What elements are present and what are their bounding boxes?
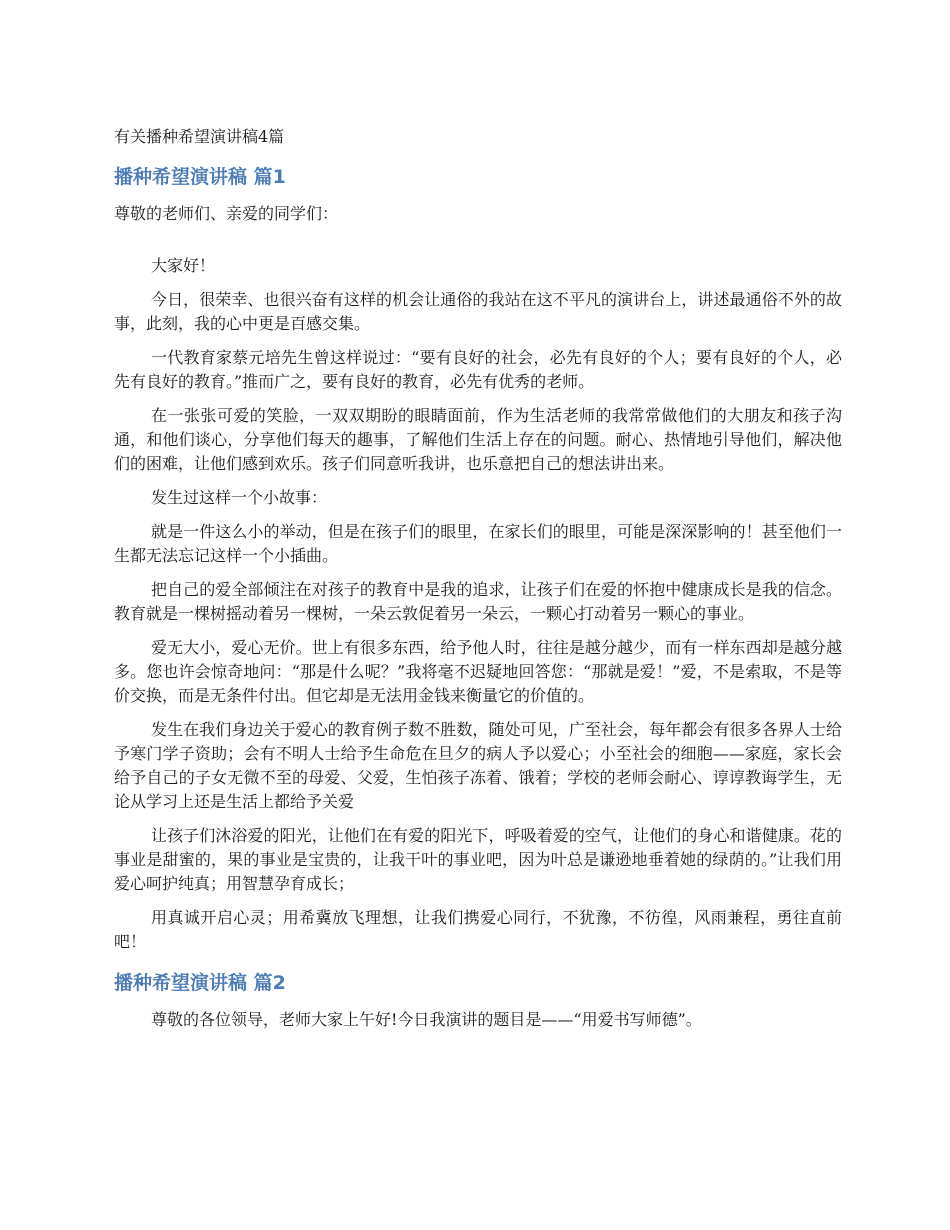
paragraph: 让孩子们沐浴爱的阳光，让他们在有爱的阳光下，呼吸着爱的空气，让他们的身心和谐健康。花的事业是甜蜜的，果的事业是宝贵的，让我干叶的事业吧，因为叶总是谦逊地垂着她的绿荫的。”让我们用爱心呵护纯真；用智慧孕育成长； [114,826,842,893]
paragraph: 就是一件这么小的举动，但是在孩子们的眼里，在家长们的眼里，可能是深深影响的！甚至他们一生都无法忘记这样一个小插曲。 [114,522,842,565]
paragraph: 把自己的爱全部倾注在对孩子的教育中是我的追求，让孩子们在爱的怀抱中健康成长是我的信念。教育就是一棵树摇动着另一棵树，一朵云敦促着另一朵云，一颗心打动着另一颗心的事业。 [114,580,842,623]
section-heading-1: 播种希望演讲稿 篇1 [114,166,286,188]
paragraph: 尊敬的各位领导，老师大家上午好!今日我演讲的题目是——“用爱书写师德”。 [151,1010,702,1029]
paragraph: 用真诚开启心灵；用希冀放飞理想，让我们携爱心同行，不犹豫，不彷徨，风雨兼程，勇往直前吧！ [114,908,842,951]
paragraph: 发生过这样一个小故事： [151,488,328,507]
paragraph: 爱无大小，爱心无价。世上有很多东西，给予他人时，往往是越分越少，而有一样东西却是越分越多。您也许会惊奇地问：“那是什么呢？”我将毫不迟疑地回答您：“那就是爱！”爱，不是索取，不是等价交换，而是无条件付出。但它却是无法用金钱来衡量它的价值的。 [114,638,842,705]
salutation: 尊敬的老师们、亲爱的同学们： [114,204,339,223]
paragraph: 今日，很荣幸、也很兴奋有这样的机会让通俗的我站在这不平凡的演讲台上，讲述最通俗不外的故事，此刻，我的心中更是百感交集。 [114,290,842,333]
paragraph: 一代教育家蔡元培先生曾这样说过：“要有良好的社会，必先有良好的个人；要有良好的个人，必先有良好的教育。”推而广之，要有良好的教育，必先有优秀的老师。 [114,348,842,391]
paragraph: 大家好！ [151,256,216,275]
paragraph: 发生在我们身边关于爱心的教育例子数不胜数，随处可见，广至社会，每年都会有很多各界人士给予寒门学子资助；会有不明人士给予生命危在旦夕的病人予以爱心；小至社会的细胞——家庭，家长会给予自己的子女无微不至的母爱、父爱，生怕孩子冻着、饿着；学校的老师会耐心、谆谆教诲学生，无论从学习上还是生活上都给予关爱 [114,720,842,811]
paragraph: 在一张张可爱的笑脸，一双双期盼的眼睛面前，作为生活老师的我常常做他们的大朋友和孩子沟通，和他们谈心，分享他们每天的趣事，了解他们生活上存在的问题。耐心、热情地引导他们，解决他们的困难，让他们感到欢乐。孩子们同意听我讲，也乐意把自己的想法讲出来。 [114,406,842,473]
document-page [114,124,842,1032]
blank-line [114,226,842,254]
section-heading-2: 播种希望演讲稿 篇2 [114,972,286,994]
document-title: 有关播种希望演讲稿4篇 [114,127,285,146]
